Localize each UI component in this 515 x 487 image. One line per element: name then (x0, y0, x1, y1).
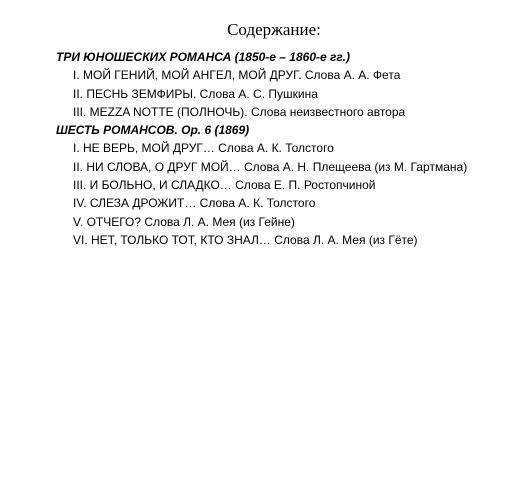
toc-entry: I. НЕ ВЕРЬ, МОЙ ДРУГ… Слова А. К. Толстого (73, 141, 334, 156)
toc-entry: VI. НЕТ, ТОЛЬКО ТОТ, КТО ЗНАЛ… Слова Л. А. Мея (из Гёте) (73, 232, 418, 247)
toc-entry: I. МОЙ ГЕНИЙ, МОЙ АНГЕЛ, МОЙ ДРУГ. Слова А. А. Фета (73, 68, 401, 83)
section-heading: ШЕСТЬ РОМАНСОВ. Op. 6 (1869) (56, 123, 250, 138)
toc-entry: II. НИ СЛОВА, О ДРУГ МОЙ… Слова А. Н. Плещеева (из М. Гартмана) (73, 159, 468, 174)
page-title: Содержание: (227, 20, 321, 39)
toc-section-six-romances-op6 (56, 121, 511, 249)
toc-entry: III. MEZZA NOTTE (ПОЛНОЧЬ). Слова неизвестного автора (73, 104, 406, 119)
toc-entry: III. И БОЛЬНО, И СЛАДКО… Слова Е. П. Ростопчиной (73, 178, 376, 193)
toc-entry: II. ПЕСНЬ ЗЕМФИРЫ. Слова А. С. Пушкина (73, 86, 318, 101)
toc-section-youthful-romances (56, 48, 511, 121)
toc-entry: V. ОТЧЕГО? Слова Л. А. Мея (из Гейне) (73, 214, 295, 229)
toc-entry: IV. СЛЕЗА ДРОЖИТ… Слова А. К. Толстого (73, 196, 316, 211)
section-heading: ТРИ ЮНОШЕСКИХ РОМАНСА (1850-е – 1860-е гг.) (56, 50, 350, 64)
table-of-contents (56, 48, 511, 249)
